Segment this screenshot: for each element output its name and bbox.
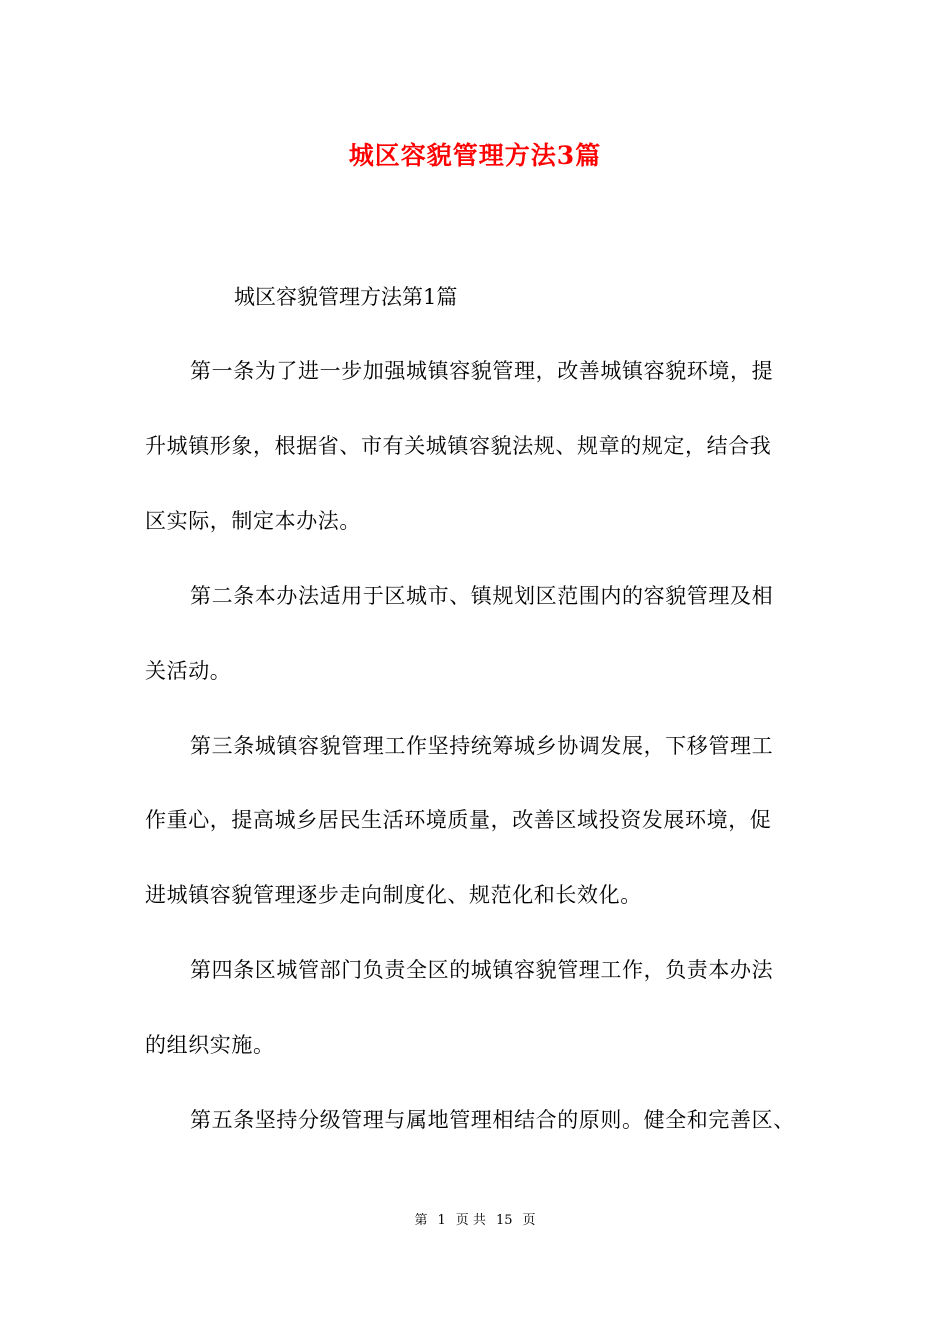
paragraph-line: 区实际，制定本办法。 — [145, 509, 361, 533]
paragraph-line: 升城镇形象，根据省、市有关城镇容貌法规、规章的规定，结合我 — [145, 434, 772, 458]
page-footer — [0, 1209, 950, 1228]
paragraph-line: 作重心，提高城乡居民生活环境质量，改善区域投资发展环境，促 — [145, 808, 772, 832]
paragraph-line: 第五条坚持分级管理与属地管理相结合的原则。健全和完善区、 — [190, 1108, 795, 1132]
paragraph-line: 第三条城镇容貌管理工作坚持统筹城乡协调发展，下移管理工 — [190, 734, 774, 758]
paragraph-line: 的组织实施。 — [145, 1033, 275, 1057]
section-heading: 城区容貌管理方法第1篇 — [234, 285, 458, 309]
footer-middle: 页 共 — [455, 1213, 486, 1228]
paragraph-line: 第一条为了进一步加强城镇容貌管理，改善城镇容貌环境，提 — [190, 359, 774, 383]
paragraph-line: 第二条本办法适用于区城市、镇规划区范围内的容貌管理及相 — [190, 584, 774, 608]
paragraph-line: 第四条区城管部门负责全区的城镇容貌管理工作，负责本办法 — [190, 958, 774, 982]
footer-prefix: 第 — [414, 1213, 428, 1228]
footer-total-pages: 15 — [495, 1213, 513, 1228]
paragraph-line: 关活动。 — [145, 659, 232, 683]
paragraph-line: 进城镇容貌管理逐步走向制度化、规范化和长效化。 — [145, 883, 642, 907]
document-title: 城区容貌管理方法3篇 — [348, 141, 602, 170]
footer-suffix: 页 — [522, 1213, 536, 1228]
footer-page-number: 1 — [437, 1213, 446, 1228]
